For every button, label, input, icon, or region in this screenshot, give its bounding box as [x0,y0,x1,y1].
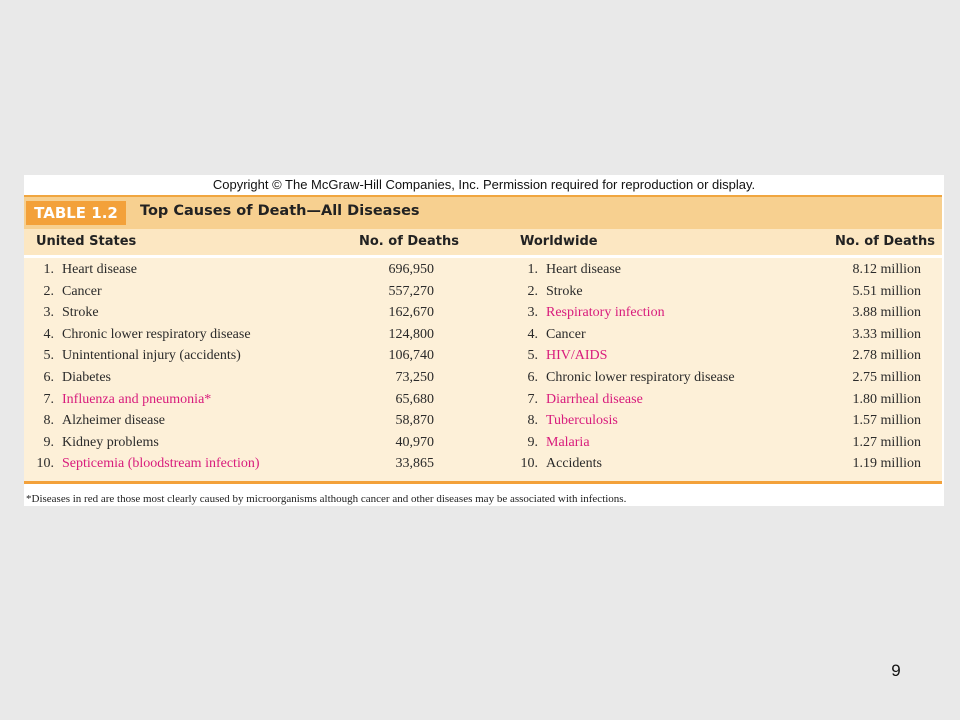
us-rank: 9. [43,434,54,450]
us-rank: 1. [43,262,54,277]
us-disease-name: Unintentional injury (accidents) [62,348,241,364]
table-body [24,258,942,481]
ww-disease-name: Chronic lower respiratory disease [546,370,735,385]
us-deaths-value: 58,870 [395,413,434,429]
us-deaths-value: 696,950 [388,262,434,277]
us-rank: 6. [43,370,54,385]
page-number: 9 [891,661,901,680]
copyright-notice: Copyright © The McGraw-Hill Companies, Inc. Permission required for reproduction or display. [212,177,756,192]
header-worldwide: Worldwide [520,234,598,249]
us-deaths-value: 33,865 [395,456,434,472]
ww-rank: 8. [527,413,538,429]
ww-deaths-value: 2.78 million [852,348,921,364]
ww-disease-name: Respiratory infection [546,305,665,321]
ww-disease-name: Stroke [546,283,583,299]
ww-deaths-value: 3.33 million [852,326,921,342]
ww-rank: 5. [527,348,538,364]
us-disease-name: Alzheimer disease [62,413,166,429]
ww-deaths-value: 1.19 million [852,456,921,472]
table-title: Top Causes of Death—All Diseases [140,203,420,219]
header-united-states: United States [36,234,137,249]
us-deaths-value: 124,800 [388,326,434,342]
ww-deaths-value: 3.88 million [852,305,921,321]
ww-disease-name: Diarrheal disease [546,391,643,407]
ww-deaths-value: 1.80 million [852,391,921,407]
table-row [24,370,942,391]
us-rank: 8. [43,413,54,429]
ww-rank: 6. [527,370,538,385]
us-disease-name: Diabetes [62,370,111,385]
us-deaths-value: 73,250 [395,370,434,385]
column-header-row [24,229,942,258]
ww-disease-name: Accidents [546,456,602,472]
us-disease-name: Septicemia (bloodstream infection) [62,456,260,472]
table-title-bar [24,195,942,229]
table-row [24,456,942,477]
us-disease-name: Kidney problems [62,434,159,450]
us-disease-name: Heart disease [62,262,138,277]
us-rank: 2. [43,283,54,299]
us-deaths-value: 557,270 [388,283,434,299]
us-rank: 7. [43,391,54,407]
ww-disease-name: HIV/AIDS [546,348,608,364]
ww-rank: 10. [520,456,538,472]
us-disease-name: Cancer [62,283,102,299]
ww-rank: 4. [527,326,538,342]
table-row [24,262,942,283]
table-row [24,435,942,456]
ww-rank: 9. [527,434,538,450]
ww-deaths-value: 1.57 million [852,413,921,429]
us-rank: 3. [43,305,54,321]
us-rank: 10. [36,456,54,472]
table-figure [24,175,944,506]
ww-disease-name: Heart disease [546,262,622,277]
ww-deaths-value: 5.51 million [852,283,921,299]
ww-deaths-value: 8.12 million [852,262,921,277]
table-row [24,284,942,305]
us-deaths-value: 106,740 [388,348,434,364]
table-row [24,327,942,348]
header-ww-deaths: No. of Deaths [835,234,935,249]
us-deaths-value: 162,670 [388,305,434,321]
ww-disease-name: Cancer [546,326,586,342]
us-deaths-value: 65,680 [395,391,434,407]
us-disease-name: Influenza and pneumonia* [62,391,212,407]
ww-disease-name: Tuberculosis [546,413,618,429]
ww-rank: 1. [527,262,538,277]
ww-rank: 7. [527,391,538,407]
table-row [24,413,942,434]
us-rank: 5. [43,348,54,364]
ww-disease-name: Malaria [546,434,590,450]
us-rank: 4. [43,326,54,342]
header-us-deaths: No. of Deaths [359,234,459,249]
table-footnote: *Diseases in red are those most clearly caused by microorganisms although cancer and other diseases may be associated with infections. [26,493,627,505]
table-row [24,392,942,413]
table-label: TABLE 1.2 [26,201,126,225]
ww-deaths-value: 2.75 million [852,370,921,385]
ww-deaths-value: 1.27 million [852,434,921,450]
us-deaths-value: 40,970 [395,434,434,450]
us-disease-name: Stroke [62,305,99,321]
table-bottom-rule [24,481,942,484]
ww-rank: 3. [527,305,538,321]
ww-rank: 2. [527,283,538,299]
us-disease-name: Chronic lower respiratory disease [62,326,251,342]
table-row [24,305,942,326]
table-row [24,348,942,369]
